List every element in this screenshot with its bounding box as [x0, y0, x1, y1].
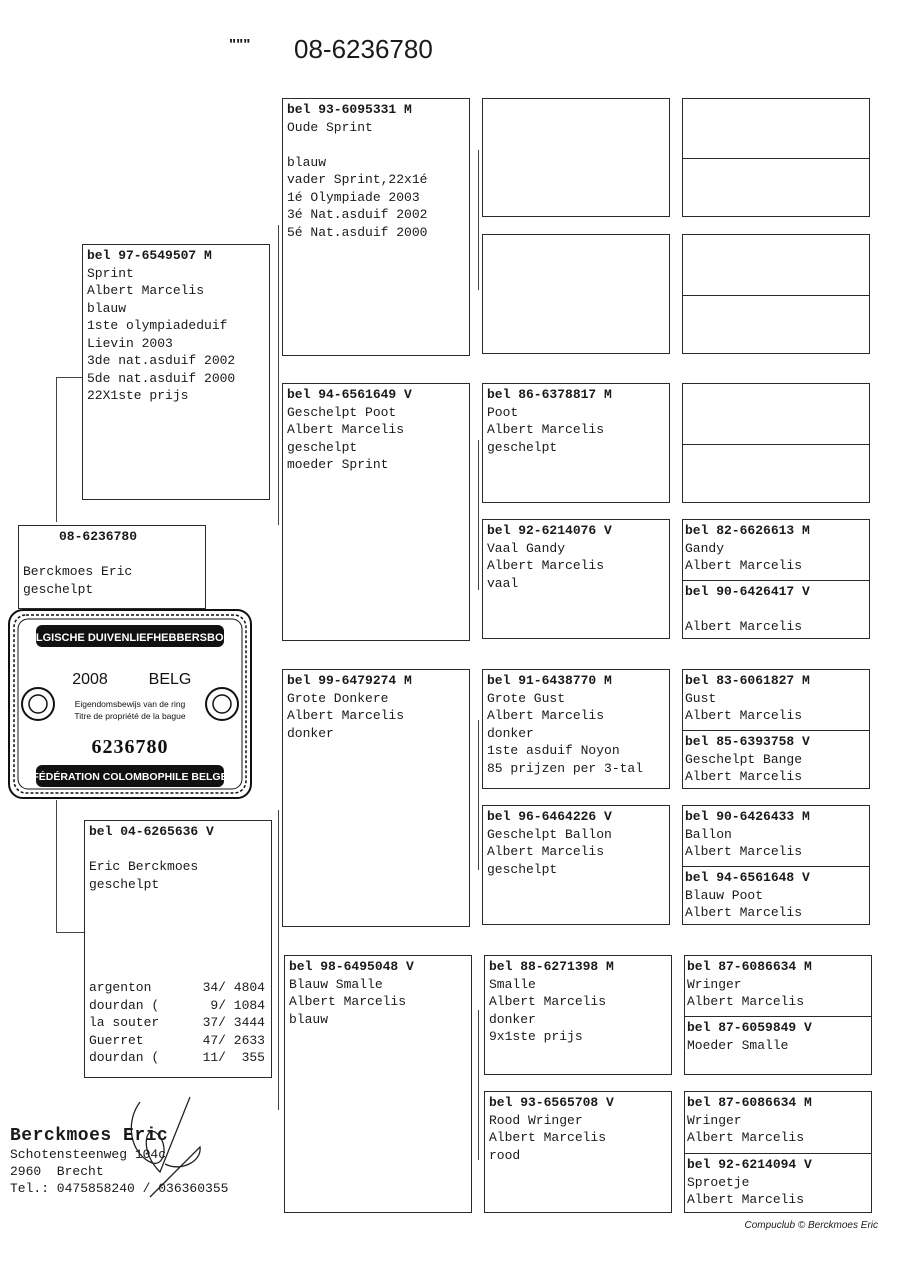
subject-line: Berckmoes Eric [23, 564, 133, 579]
gen2-gap [287, 136, 465, 154]
prize-name: Guerret [89, 1032, 144, 1048]
gen4-gap [685, 601, 867, 619]
connector-father [56, 377, 57, 522]
mother-prize-list [89, 979, 267, 1067]
gen4-pair-ffm [682, 234, 870, 354]
prize-name: dourdan ( [89, 997, 160, 1013]
gen3-line: 85 prijzen per 3-tal [487, 760, 644, 776]
prize-name: la souter [89, 1015, 160, 1030]
gen4-ring: bel 87-6059849 V [687, 1020, 812, 1035]
gen4-line: Albert Marcelis [685, 769, 803, 784]
owner-street: Schotensteenweg 104c [10, 1147, 167, 1162]
prize-row [89, 1014, 267, 1032]
gen4-half [683, 806, 869, 866]
gen3-ring: bel 88-6271398 M [489, 959, 614, 974]
gen2-line: blauw [287, 154, 327, 170]
gen4-ring: bel 87-6086634 M [687, 959, 812, 974]
gen2-line: Grote Donkere [287, 690, 389, 706]
gen2-ring: bel 98-6495048 V [289, 959, 414, 974]
gen2-line: 1é Olympiade 2003 [287, 189, 420, 205]
gen4-pair-mff [682, 669, 870, 789]
gen3-ring: bel 96-6464226 V [487, 809, 612, 824]
gen3-box-fff [482, 98, 670, 217]
owner-phone: Tel.: 0475858240 / 036360355 [10, 1181, 229, 1196]
gen2-line: Albert Marcelis [289, 994, 407, 1009]
gen2-line: Geschelpt Poot [287, 404, 397, 420]
gen3-line: Albert Marcelis [487, 558, 605, 573]
owner-city: 2960 Brecht [10, 1164, 104, 1179]
gen4-half [683, 580, 869, 639]
gen4-half [683, 670, 869, 730]
gen2-line: Blauw Smalle [289, 976, 383, 992]
gen3-line: 9x1ste prijs [489, 1029, 583, 1044]
gen2-line: Albert Marcelis [287, 422, 405, 437]
connector-mother [56, 800, 57, 932]
father-box [82, 244, 270, 500]
card-line-2: Titre de propriété de la bague [74, 711, 186, 721]
gen4-line: Albert Marcelis [687, 994, 805, 1009]
gen4-line: Sproetje [687, 1174, 750, 1190]
gen3-box-fmm [482, 519, 670, 639]
prize-name: dourdan ( [89, 1050, 160, 1065]
gen2-line: donker [287, 725, 334, 741]
father-line: blauw [87, 300, 127, 316]
connector-fm [478, 440, 479, 590]
connector-ff [478, 150, 479, 290]
gen3-box-mmm [484, 1091, 672, 1213]
card-year: 2008 [72, 671, 108, 688]
card-top-band: BELGISCHE DUIVENLIEFHEBBERSBOND [20, 632, 240, 644]
gen3-box-mff [482, 669, 670, 789]
prize-row [89, 979, 267, 997]
father-line: Sprint [87, 265, 134, 281]
gen4-half [683, 158, 869, 217]
father-line: 5de nat.asduif 2000 [87, 370, 236, 386]
gen3-line: 1ste asduif Noyon [487, 743, 620, 758]
gen4-line: Geschelpt Bange [685, 751, 803, 767]
gen4-half [683, 866, 869, 925]
mother-box [84, 820, 272, 1078]
mother-gap [89, 841, 267, 859]
gen2-line: moeder Sprint [287, 457, 389, 472]
gen4-half [683, 444, 869, 503]
connector-mf [478, 720, 479, 870]
gen2-line: 3é Nat.asduif 2002 [287, 207, 428, 222]
gen4-half [683, 730, 869, 789]
gen3-box-mmf [484, 955, 672, 1075]
gen3-line: Albert Marcelis [489, 1130, 607, 1145]
father-line: Albert Marcelis [87, 283, 205, 298]
gen3-line: Rood Wringer [489, 1112, 583, 1128]
subject-line: geschelpt [23, 581, 94, 597]
father-ring: bel 97-6549507 M [87, 248, 212, 263]
gen4-half [685, 1016, 871, 1075]
gen3-ring: bel 92-6214076 V [487, 523, 612, 538]
gen4-pair-mmm [684, 1091, 872, 1213]
prize-row [89, 1032, 267, 1050]
subject-ring: 08-6236780 [59, 529, 138, 544]
gen4-line: Blauw Poot [685, 887, 764, 903]
gen4-line: Albert Marcelis [687, 1192, 805, 1207]
father-line: 22X1ste prijs [87, 388, 189, 403]
footer-credit: Compuclub © Berckmoes Eric [744, 1220, 878, 1231]
father-line: Lievin 2003 [87, 335, 173, 351]
subject-gap [23, 546, 201, 564]
card-bottom-band: FÉDÉRATION COLOMBOPHILE BELGE [32, 771, 228, 783]
connector-father-h [56, 377, 83, 378]
prize-name: argenton [89, 980, 152, 995]
prize-value: 37/ 3444 [202, 1015, 265, 1030]
gen4-line: Albert Marcelis [685, 708, 803, 723]
connector-mother-h [56, 932, 85, 933]
prize-value: 9/ 1084 [210, 997, 265, 1013]
subject-box [18, 525, 206, 609]
connector-mm [478, 1010, 479, 1160]
mother-line: Eric Berckmoes [89, 859, 199, 874]
gen4-line: Gust [685, 690, 717, 706]
gen4-half [683, 235, 869, 295]
gen2-ring: bel 94-6561649 V [287, 387, 412, 402]
card-line-1: Eigendomsbewijs van de ring [74, 699, 186, 709]
gen4-line: Moeder Smalle [687, 1037, 789, 1053]
gen3-line: Poot [487, 404, 519, 420]
gen4-ring: bel 87-6086634 M [687, 1095, 812, 1110]
gen2-line: Albert Marcelis [287, 708, 405, 723]
father-line: 3de nat.asduif 2002 [87, 353, 236, 368]
gen2-line: blauw [289, 1011, 329, 1027]
gen4-pair-fmm [682, 519, 870, 639]
gen3-line: Albert Marcelis [487, 422, 605, 437]
gen4-line: Wringer [687, 1112, 742, 1128]
gen3-ring: bel 91-6438770 M [487, 673, 612, 688]
connector-mother-parents [278, 810, 279, 1110]
gen4-pair-mmf [684, 955, 872, 1075]
gen4-line: Albert Marcelis [685, 558, 803, 573]
gen3-line: rood [489, 1147, 521, 1163]
gen4-ring: bel 90-6426417 V [685, 584, 810, 599]
owner-name: Berckmoes Eric [10, 1126, 169, 1146]
gen3-box-fmf [482, 383, 670, 503]
gen4-ring: bel 85-6393758 V [685, 734, 810, 749]
gen4-line: Albert Marcelis [687, 1130, 805, 1145]
gen4-line: Wringer [687, 976, 742, 992]
gen4-pair-mfm [682, 805, 870, 925]
prize-value: 34/ 4804 [202, 980, 265, 995]
gen4-ring: bel 90-6426433 M [685, 809, 810, 824]
header-ring-number: 08-6236780 [294, 34, 433, 64]
gen2-ring: bel 93-6095331 M [287, 102, 412, 117]
gen4-half [683, 520, 869, 580]
gen3-line: Albert Marcelis [487, 708, 605, 723]
gen4-line: Ballon [685, 826, 732, 842]
gen3-line: Albert Marcelis [489, 994, 607, 1009]
father-line: 1ste olympiadeduif [87, 318, 228, 333]
gen3-ring: bel 93-6565708 V [489, 1095, 614, 1110]
gen2-line: Oude Sprint [287, 119, 373, 135]
mother-ring: bel 04-6265636 V [89, 824, 214, 839]
gen2-line: 5é Nat.asduif 2000 [287, 224, 428, 240]
gen4-pair-fmf [682, 383, 870, 503]
gen4-ring: bel 92-6214094 V [687, 1157, 812, 1172]
gen3-line: Geschelpt Ballon [487, 826, 612, 842]
gen3-line: geschelpt [487, 439, 558, 455]
gen3-line: Vaal Gandy [487, 540, 566, 556]
gen4-line: Albert Marcelis [685, 619, 803, 634]
card-number: 6236780 [91, 736, 169, 758]
prize-value: 47/ 2633 [202, 1032, 265, 1048]
gen2-ring: bel 99-6479274 M [287, 673, 412, 688]
gen3-line: Grote Gust [487, 690, 566, 706]
gen4-ring: bel 94-6561648 V [685, 870, 810, 885]
gen4-half [685, 1092, 871, 1153]
gen4-line: Albert Marcelis [685, 905, 803, 920]
card-country: BELG [148, 671, 192, 688]
mother-line: geschelpt [89, 876, 160, 892]
gen3-box-mfm [482, 805, 670, 925]
prize-row [89, 1049, 267, 1067]
prize-value: 11/ 355 [202, 1050, 265, 1065]
connector-father-parents [278, 225, 279, 525]
header-quote-mark: """ [229, 36, 251, 53]
gen4-half [683, 384, 869, 444]
grandfather-paternal-box [282, 98, 470, 356]
grandmother-paternal-box [282, 383, 470, 641]
ring-ownership-card [8, 609, 252, 799]
gen4-half [683, 99, 869, 158]
gen4-line: Gandy [685, 540, 725, 556]
gen4-half [683, 295, 869, 354]
grandmother-maternal-box [284, 955, 472, 1213]
gen3-line: geschelpt [487, 861, 558, 877]
gen4-line: Albert Marcelis [685, 844, 803, 859]
gen4-pair-fff [682, 98, 870, 217]
gen3-line: Albert Marcelis [487, 844, 605, 859]
prize-row [89, 997, 267, 1015]
grandfather-maternal-box [282, 669, 470, 927]
ring-card-graphic [8, 609, 252, 799]
owner-block [10, 1126, 228, 1197]
gen4-ring: bel 82-6626613 M [685, 523, 810, 538]
gen4-half [685, 1153, 871, 1213]
gen2-line: geschelpt [287, 439, 358, 455]
gen2-line: vader Sprint,22x1é [287, 172, 428, 187]
gen3-box-ffm [482, 234, 670, 354]
gen4-half [685, 956, 871, 1016]
gen3-line: vaal [487, 575, 519, 591]
gen3-line: Smalle [489, 976, 536, 992]
gen3-ring: bel 86-6378817 M [487, 387, 612, 402]
gen4-ring: bel 83-6061827 M [685, 673, 810, 688]
gen3-line: donker [487, 725, 534, 741]
gen3-line: donker [489, 1011, 536, 1027]
